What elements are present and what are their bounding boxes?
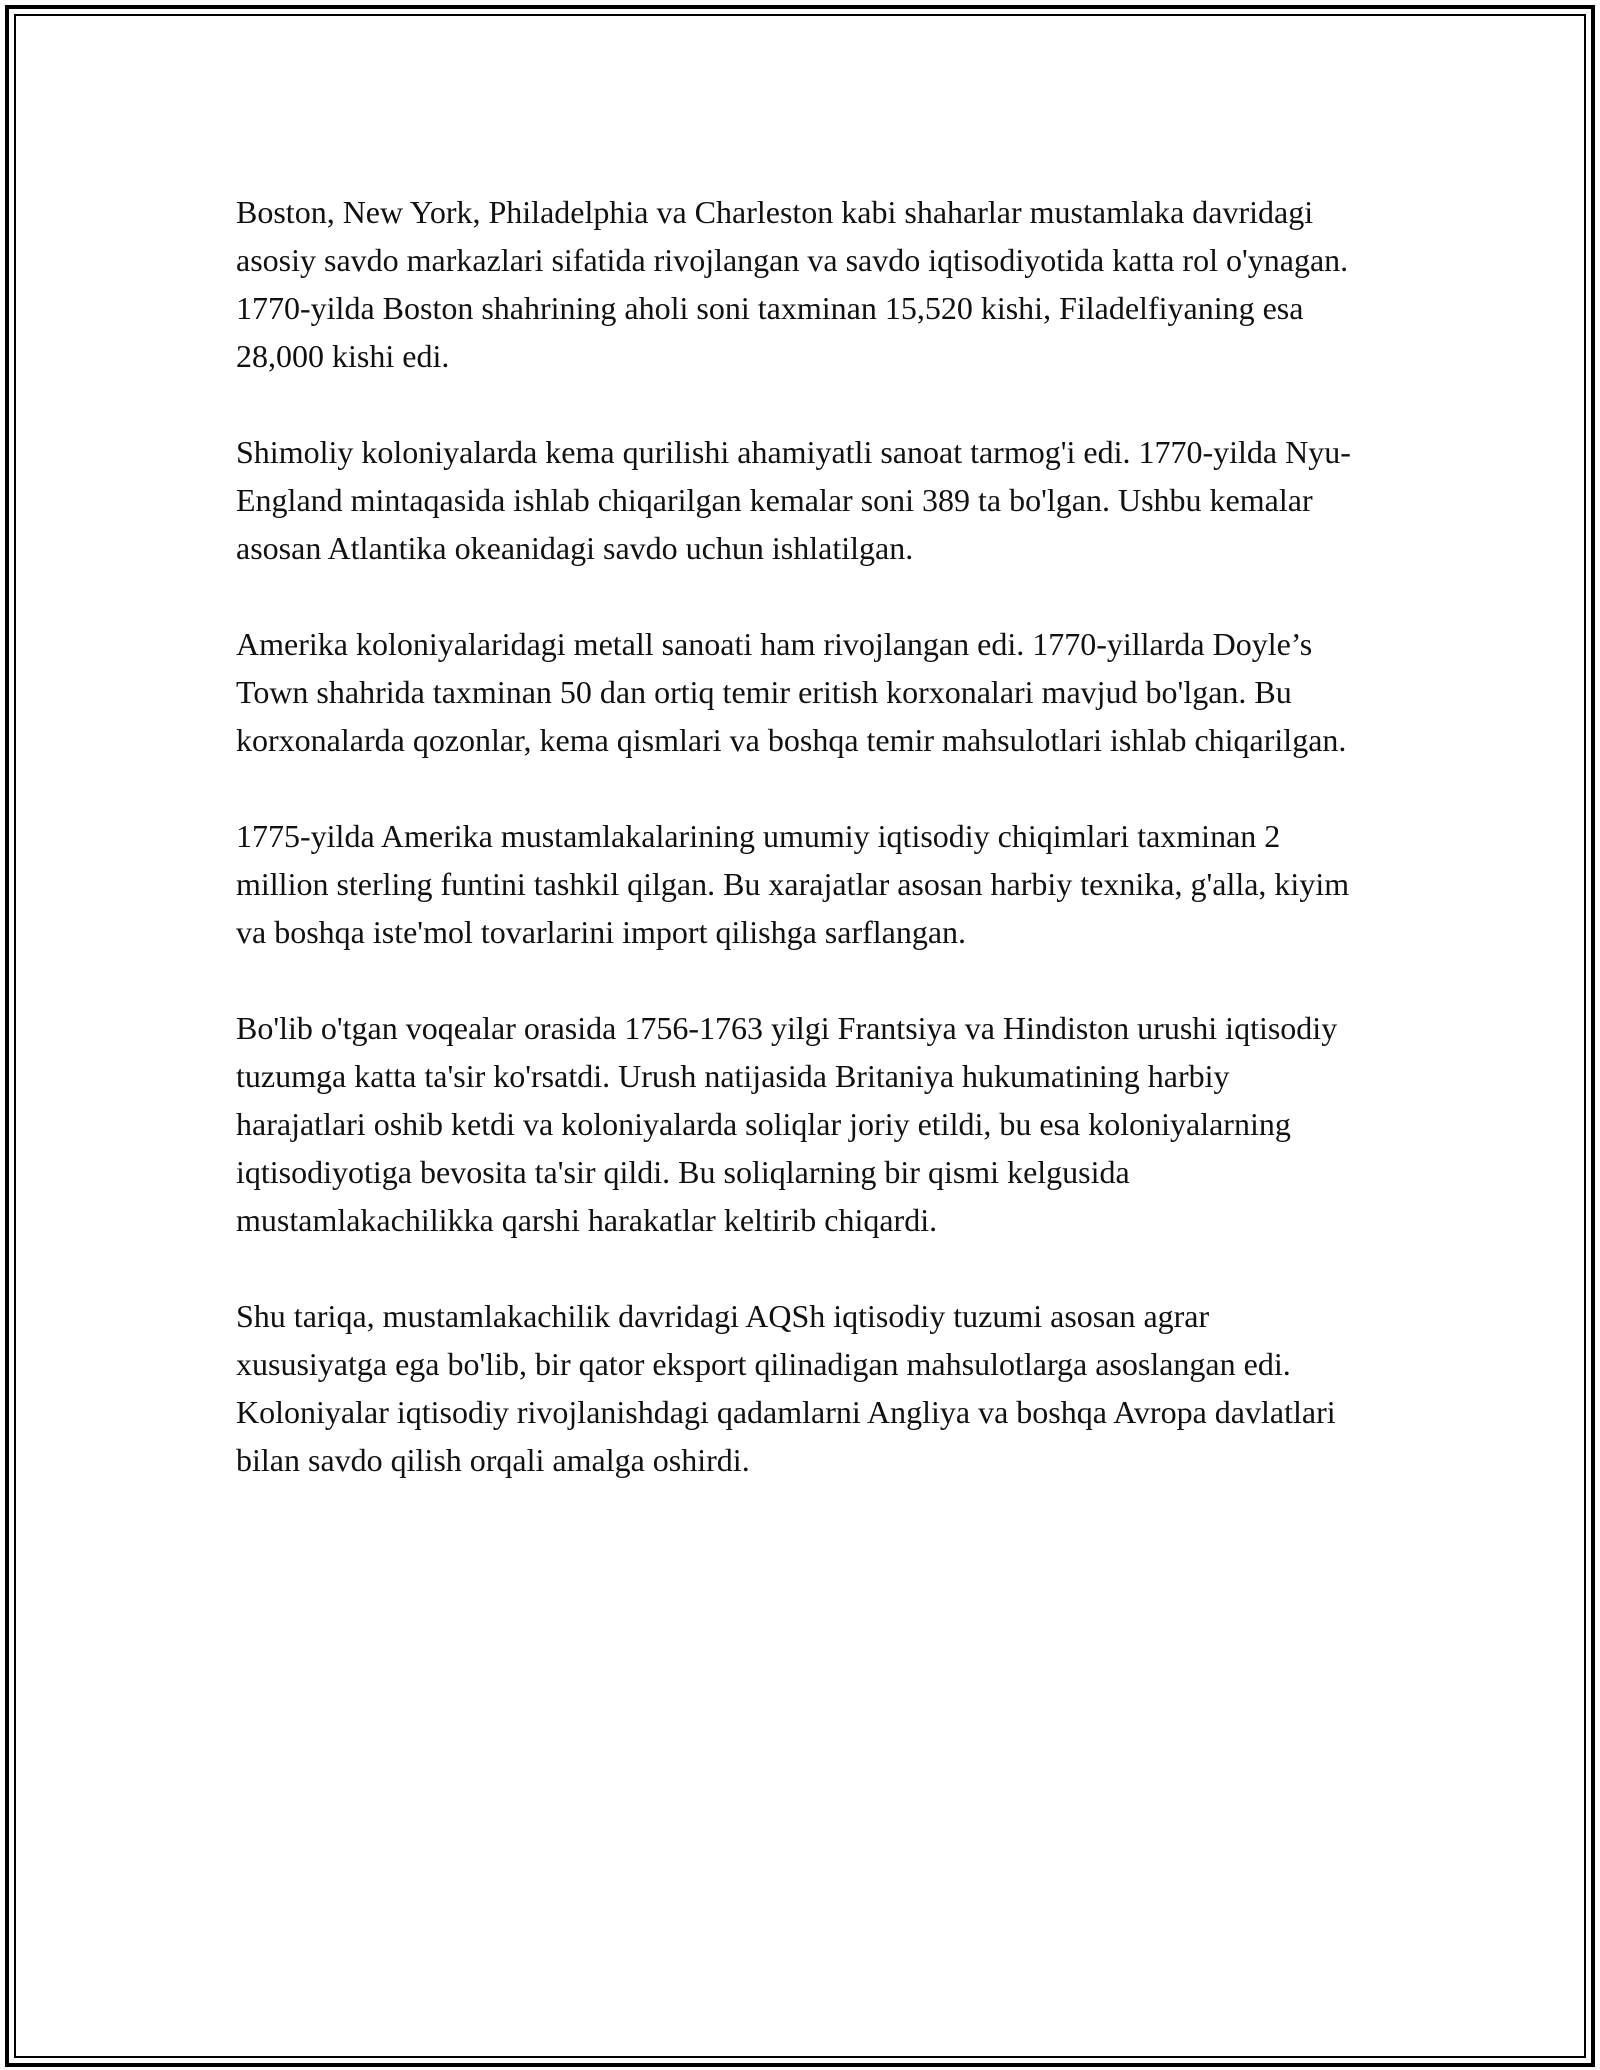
paragraph-metal-industry: Amerika koloniyalaridagi metall sanoati ham rivojlangan edi. 1770-yillarda Doyle’s Town shahrida taxminan 50 dan ortiq temir eritish korxonalari mavjud bo'lgan. Bu korxonalarda qozonlar, kema qismlari va boshqa temir mahsulotlari ishlab chiqarilgan. xyxy=(236,626,1347,758)
document-body xyxy=(236,188,1366,1532)
paragraph-expenditures: 1775-yilda Amerika mustamlakalarining umumiy iqtisodiy chiqimlari taxminan 2 million sterling funtini tashkil qilgan. Bu xarajatlar asosan harbiy texnika, g'alla, kiyim va boshqa iste'mol tovarlarini import qilishga sarflangan. xyxy=(236,818,1350,950)
paragraph-french-indian-war: Bo'lib o'tgan voqealar orasida 1756-1763 yilgi Frantsiya va Hindiston urushi iqtisodiy tuzumga katta ta'sir ko'rsatdi. Urush natijasida Britaniya hukumatining harbiy harajatlari oshib ketdi va koloniyalarda soliqlar joriy etildi, bu esa koloniyalarning iqtisodiyotiga bevosita ta'sir qildi. Bu soliqlarning bir qismi kelgusida mustamlakachilikka qarshi harakatlar keltirib chiqardi. xyxy=(236,1010,1338,1238)
paragraph-trade-centers: Boston, New York, Philadelphia va Charleston kabi shaharlar mustamlaka davridagi asosiy savdo markazlari sifatida rivojlangan va savdo iqtisodiyotida katta rol o'ynagan. 1770-yilda Boston shahrining aholi soni taxminan 15,520 kishi, Filadelfiyaning esa 28,000 kishi edi. xyxy=(236,194,1349,374)
paragraph-shipbuilding: Shimoliy koloniyalarda kema qurilishi ahamiyatli sanoat tarmog'i edi. 1770-yilda Nyu-England mintaqasida ishlab chiqarilgan kemalar soni 389 ta bo'lgan. Ushbu kemalar asosan Atlantika okeanidagi savdo uchun ishlatilgan. xyxy=(236,434,1351,566)
paragraph-conclusion: Shu tariqa, mustamlakachilik davridagi AQSh iqtisodiy tuzumi asosan agrar xususiyatga ega bo'lib, bir qator eksport qilinadigan mahsulotlarga asoslangan edi. Koloniyalar iqtisodiy rivojlanishdagi qadamlarni Angliya va boshqa Avropa davlatlari bilan savdo qilish orqali amalga oshirdi. xyxy=(236,1298,1336,1478)
